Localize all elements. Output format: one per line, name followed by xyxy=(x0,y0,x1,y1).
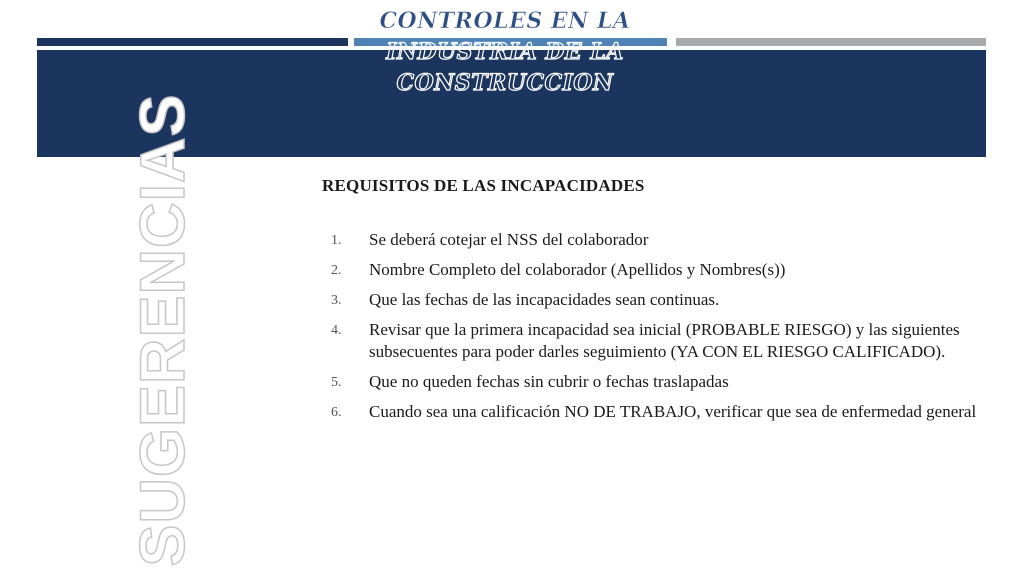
list-item-text: Cuando sea una calificación NO DE TRABAJO, verificar que sea de enfermedad general xyxy=(369,402,977,421)
list-item xyxy=(322,289,1002,311)
list-item xyxy=(322,401,1002,423)
list-item xyxy=(322,319,1002,363)
top-bar-gray xyxy=(676,38,986,46)
list-item xyxy=(322,371,1002,393)
list-item-number: 2. xyxy=(331,263,342,278)
title-line-3: CONSTRUCCION xyxy=(396,70,614,96)
top-bar-navy xyxy=(37,38,348,46)
slide-title xyxy=(360,6,650,99)
content-area xyxy=(322,176,1002,431)
list-item-text: Que las fechas de las incapacidades sean continuas. xyxy=(369,290,720,309)
title-line-1: CONTROLES EN LA xyxy=(379,8,631,34)
requirements-list xyxy=(322,229,1002,423)
list-item-text: Revisar que la primera incapacidad sea inicial (PROBABLE RIESGO) y las siguientes subsecuentes para poder darles seguimiento (YA CON EL RIESGO CALIFICADO). xyxy=(369,320,960,361)
list-item-text: Que no queden fechas sin cubrir o fechas traslapadas xyxy=(369,372,729,391)
list-item-text: Nombre Completo del colaborador (Apellidos y Nombres(s)) xyxy=(369,260,786,279)
list-item xyxy=(322,229,1002,251)
list-item-number: 6. xyxy=(331,405,342,420)
list-item-text: Se deberá cotejar el NSS del colaborador xyxy=(369,230,649,249)
list-item-number: 1. xyxy=(331,233,342,248)
section-heading: REQUISITOS DE LAS INCAPACIDADES xyxy=(322,176,645,195)
list-item-number: 5. xyxy=(331,375,342,390)
side-label: SUGERENCIAS xyxy=(128,93,198,567)
list-item-number: 3. xyxy=(331,293,342,308)
list-item-number: 4. xyxy=(331,323,342,338)
list-item xyxy=(322,259,1002,281)
title-line-2: INDUSTRIA DE LA xyxy=(386,39,624,65)
